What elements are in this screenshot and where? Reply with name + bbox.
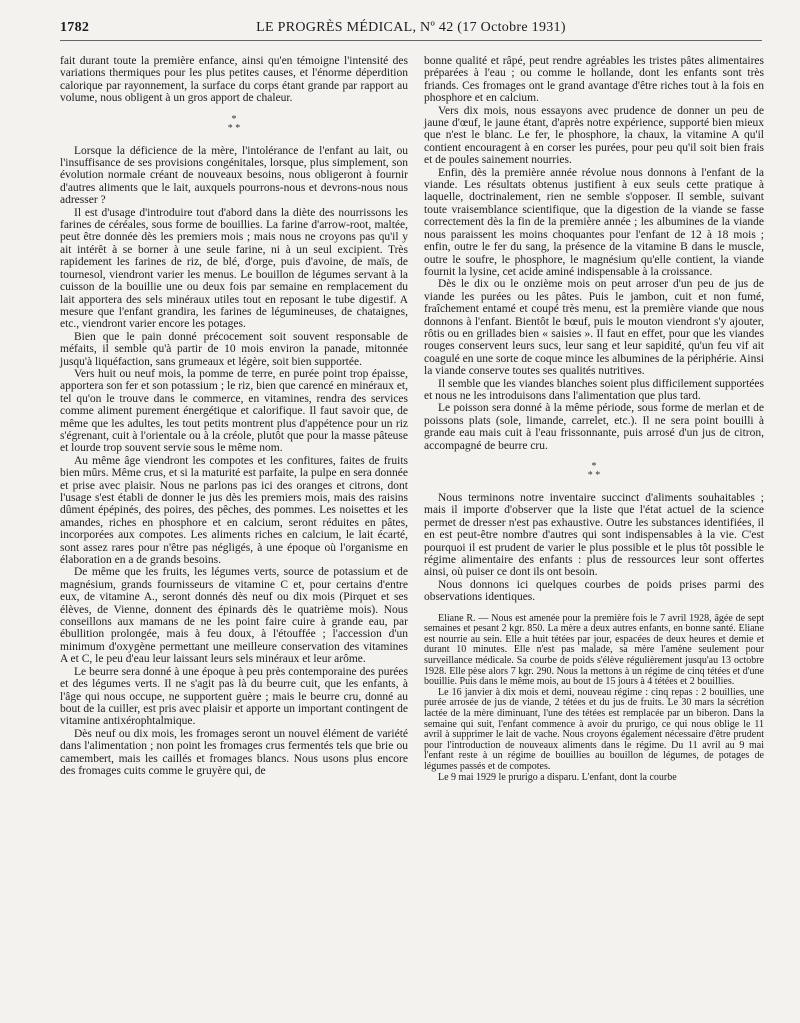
paragraph: fait durant toute la première enfance, ainsi qu'en témoigne l'intensité des variations thermiques pour les plus petites causes, et l'énorme déperdition calorique par rayonnement, la surface du corps étant grande par rapport au volume, nous obligent à un gros apport de chaleur. [60, 55, 408, 105]
page-number: 1782 [60, 20, 90, 35]
case-paragraph: Eliane R. — Nous est amenée pour la première fois le 7 avril 1928, âgée de sept semaines et pesant 2 kgr. 850. La mère a deux autres enfants, en bonne santé. Eliane est nourrie au sein. Elle a huit tétées par jour, espacées de deux heures et demie et durant 10 minutes. Elle n'est pas malade, sa mère l'amène seulement pour surveillance médicale. Sa courbe de poids s'élève régulièrement jusqu'au 13 octobre 1928. Elle pèse alors 7 kgr. 290. Nous la mettons à un régime de cinq tétées et d'une bouillie. Puis dans le même mois, au bout de 15 jours à 4 tétées et 2 bouillies. [424, 612, 764, 688]
separator-stars-bottom: * * [227, 122, 241, 134]
paragraph: De même que les fruits, les légumes verts, source de potassium et de magnésium, grands fournisseurs de vitamine C et, pour certains d'entre eux, de vitamine A., seront donnés dès neuf ou dix mois (Pirquet et ses élèves, de Vienne, donnent des épinards dès le quatrième mois). Nous conseillons aux mamans de ne les point faire cuire à grande eau, par ébullition prolongée, mais à feu doux, à l'étouffée ; l'accession d'un minimum d'oxygène permettant une meilleure conservation des vitamines A et C, le peu d'eau leur laissant leurs sels minéraux et leur arôme. [60, 566, 408, 666]
paragraph: Lorsque la déficience de la mère, l'intolérance de l'enfant au lait, ou l'insuffisance de ses provisions congénitales, lorsque, plus simplement, son évolution normale créant de nouveaux besoins, nous obligeront à fournir d'autres aliments que le lait, auxquels pourrons-nous et devrons-nous nous adresser ? [60, 144, 408, 207]
paragraph: Le beurre sera donné à une époque à peu près contemporaine des purées et des légumes verts. Il ne s'agit pas là du beurre cuit, que les enfants, à l'âge qui nous occupe, ne supportent guère ; mais le beurre cru, donné au bout de la cuiller, est pris avec plaisir et apporte un important contingent de vitamine antixérophtalmique. [60, 665, 408, 728]
paragraph: Dès neuf ou dix mois, les fromages seront un nouvel élément de variété dans l'alimentation ; non point les fromages crus fermentés tels que brie ou camembert, mais les caillés et fromages blancs. Nous usons plus encore des fromages cuits comme le gruyère qui, de [60, 727, 408, 777]
paragraph: Nous donnons ici quelques courbes de poids prises parmi des observations identiques. [424, 578, 764, 604]
paragraph: Il semble que les viandes blanches soient plus difficilement supportées et nous ne les introduisons dans l'alimentation que plus tard. [424, 377, 764, 402]
case-paragraph: Le 9 mai 1929 le prurigo a disparu. L'enfant, dont la courbe [438, 771, 677, 783]
paragraph: Au même âge viendront les compotes et les confitures, faites de fruits bien mûrs. Même crus, et si la maturité est parfaite, la pulpe en sera donnée et prise avec plaisir. Nous ne parlons pas ici des oranges et citrons, dont l'usage s'est établi de donner le jus dès les premiers mois, mais des raisins dûment épépinés, des poires, des pêches, des pommes. Les noisettes et les amandes, riches en phosphore et en calcium, seront réduites en pâtes, incorporées aux compotes. Les aliments riches en calcium, le lait écarté, sont assez rares pour n'être pas négligés, à une époque où l'organisme en élaboration en a de grands besoins. [60, 454, 408, 567]
section-separator [424, 462, 764, 480]
paragraph: Dès le dix ou le onzième mois on peut arroser d'un peu de jus de viande les purées ou les pâtes. Puis le jambon, cuit et non fumé, fraîchement entamé et coupé très menu, est la première viande que nous donnons à l'enfant. Bientôt le bœuf, puis le mouton viendront s'y ajouter, rôtis ou en grillades bien « saisies ». Il faut en effet, pour que les viandes rouges conservent leurs sucs, leur sang et leur sapidité, qu'un feu vif ait coagulé en une sorte de coque mince les albumines de la périphérie. Ainsi la viande conserve toutes ses qualités nutritives. [424, 278, 764, 378]
paragraph: Il est d'usage d'introduire tout d'abord dans la diète des nourrissons les farines de céréales, sous forme de bouillies. La farine d'arrow-root, maltée, peut être donnée dès les premiers mois ; mais nous ne croyons pas qu'il y ait intérêt à se borner à une seule farine, ni à un seul excipient. Très rapidement les farines de riz, de blé, d'orge, puis d'avoine, de maïs, de tournesol, viendront varier les menus. Le bouillon de légumes servant à la cuisson de la bouillie une ou deux fois par semaine en remplacement du lait apportera des sels minéraux utiles tout en reposant le tube digestif. A mesure que l'enfant grandira, les farines de légumineuses, de chataignes, etc., viendront varier encore les potages. [60, 206, 408, 331]
paragraph: Vers huit ou neuf mois, la pomme de terre, en purée point trop épaisse, apportera son fer et son potassium ; le riz, bien que carencé en minéraux et, tel qu'on le trouve dans le commerce, en vitamines, rendra des services comme aliment purement énergétique et calorifique. Il faut savoir que, de même que les adultes, les tout petits montrent plus d'appétence pour un riz s'égrenant, cuit à l'orientale ou à la créole, plutôt que pour la masse pâteuse et lourde trop souvent servie sous le même nom. [60, 367, 408, 455]
separator-stars-top: * [591, 461, 597, 472]
paragraph: bonne qualité et râpé, peut rendre agréables les tristes pâtes alimentaires préparées à l'eau ; ou comme le hollande, dont les enfants sont très friands. Ces fromages ont le grand avantage d'être riches tout à la fois en phosphore et en calcium. [424, 55, 764, 105]
paragraph: Nous terminons notre inventaire succinct d'aliments souhaitables ; mais il importe d'observer que la liste que l'état actuel de la science permet de dresser n'est pas exhaustive. Outre les substances identifiées, il en est peut-être nombre d'autres qui sont indispensables à la vie. C'est pourquoi il est prudent de varier le plus possible et le plus tôt possible le régime alimentaire des enfants : plus de ressources leur sont offertes ainsi, où puiser ce dont ils ont besoin. [424, 492, 764, 579]
separator-stars-bottom: * * [587, 470, 601, 481]
paragraph: Enfin, dès la première année révolue nous donnons à l'enfant de la viande. Les résultats obtenus justifient à eux seuls cette pratique à laquelle, doctrinalement, rien ne semble s'opposer. Il semble, suivant toute vraisemblance scientifique, que la digestion de la viande se fasse correctement dès la fin de la première année ; les albumines de la viande nous paraissent les moins choquantes pour l'enfant de 12 à 18 mois ; enfin, outre le fer du sang, la présence de la vitamine B dans le muscle, outre le soufre, le phosphore, le magnésium qu'elle contient, la viande fournit la lysine, cet acide aminé indispensable à la croissance. [424, 166, 764, 278]
paragraph: Bien que le pain donné précocement soit souvent responsable de méfaits, il semble qu'à partir de 10 mois environ la panade, mitonnée jusqu'à liquéfaction, sans grumeaux et légère, soit bien supportée. [60, 330, 408, 368]
case-paragraph: Le 16 janvier à dix mois et demi, nouveau régime : cinq repas : 2 bouillies, une purée arrosée de jus de viande, 2 tétées et du jus de fruits. Le 30 mars la sécrétion lactée de la mère diminuant, l'une des tétées est remplacée par un biberon. Dans la semaine qui suit, l'enfant commence à avoir du prurigo, ce qui nous oblige le 11 avril à supprimer le lait de vache. Nous croyons également nécessaire d'être prudent pour l'introduction de nouveaux aliments dans le régime. Du 11 avril au 9 mai l'enfant reste à un régime de bouillies au bouillon de légumes, de potages de légumes passés et de compotes. [424, 686, 764, 772]
right-column [424, 55, 764, 783]
paragraph: Vers dix mois, nous essayons avec prudence de donner un peu de jaune d'œuf, le jaune étant, d'après notre expérience, supporté bien mieux que n'est le blanc. Le fer, le phosphore, la chaux, la vitamine A qu'il contient encouragent à en corser les purées, pour peu qu'il soit bien frais et de poules sainement nourries. [424, 104, 764, 167]
section-separator [60, 115, 408, 133]
running-title: LE PROGRÈS MÉDICAL, Nº 42 (17 Octobre 1931) [256, 20, 566, 35]
separator-stars-top: * [231, 113, 237, 125]
case-report [424, 614, 764, 784]
left-column [60, 55, 408, 777]
page-header [60, 18, 762, 41]
paragraph: Le poisson sera donné à la même période, sous forme de merlan et de poissons plats (sole, limande, carrelet, etc.). Il ne sera point bouilli à grande eau mais cuit à l'eau frissonnante, puis arrosé d'un jus de citron, accompagné de beurre cru. [424, 402, 764, 452]
